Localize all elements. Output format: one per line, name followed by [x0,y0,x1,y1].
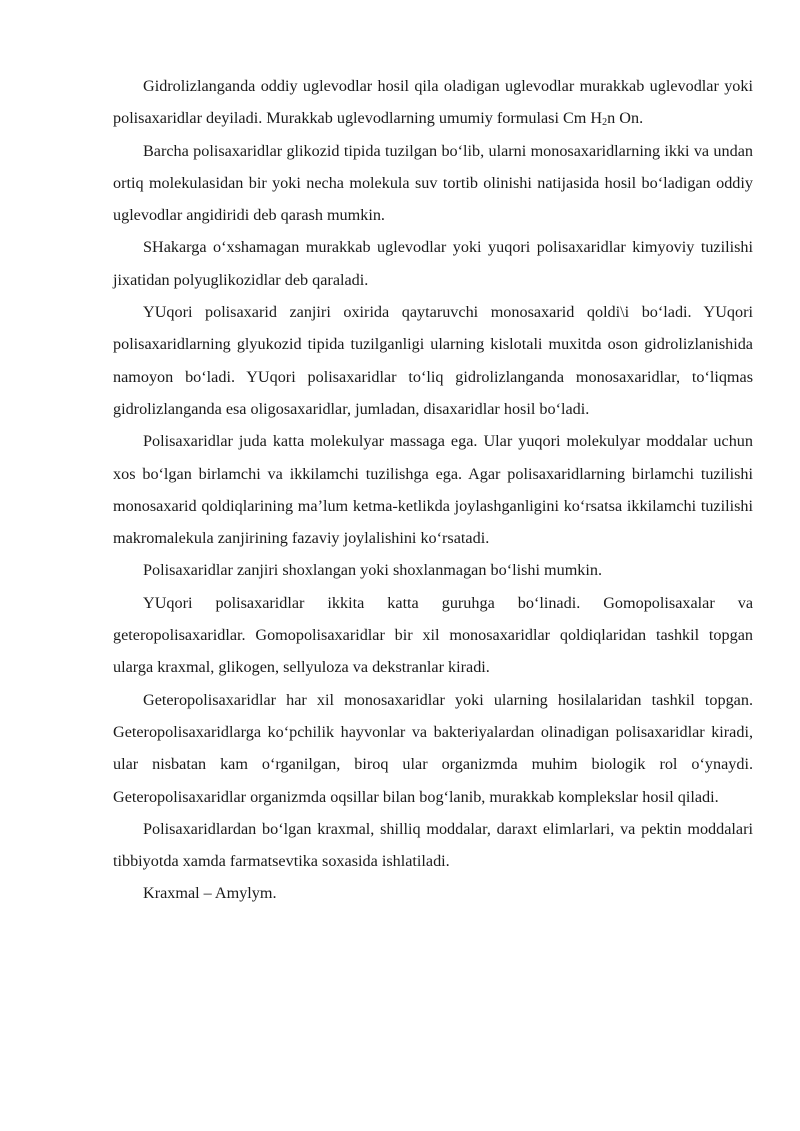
paragraph-homopolysaccharides: YUqori polisaxaridlar ikkita katta guruhga bo‘linadi. Gomopolisaxalar va geteropolisaxaridlar. Gomopolisaxaridlar bir xil monosaxaridlar qoldiqlaridan tashkil topgan ularga kraxmal, glikogen, sellyuloza va dekstranlar kiradi. [113,593,753,677]
paragraph-text-tail: n On. [607,109,644,128]
formula-subscript: 2 [602,117,608,129]
paragraph-starch-heading: Kraxmal – Amylym. [143,884,277,903]
paragraph-medical-use: Polisaxaridlardan bo‘lgan kraxmal, shilliq moddalar, daraxt elimlarlari, va pektin moddalari tibbiyotda xamda farmatsevtika soxasida ishlatiladi. [113,819,753,871]
paragraph-text: Gidrolizlanganda oddiy uglevodlar hosil qila oladigan uglevodlar murakkab uglevodlar yoki polisaxaridlar deyiladi. Murakkab uglevodlarning umumiy formulasi Cm H [113,77,753,128]
paragraph-glycoside-structure: Barcha polisaxaridlar glikozid tipida tuzilgan bo‘lib, ularni monosaxaridlarning ikki va undan ortiq molekulasidan bir yoki necha molekula suv tortib olinishi natijasida hosil bo‘ladigan oddiy uglevodlar angidiridi deb qarash mumkin. [113,141,753,225]
paragraph-molecular-structure: Polisaxaridlar juda katta molekulyar massaga ega. Ular yuqori molekulyar moddalar uchun xos bo‘lgan birlamchi va ikkilamchi tuzilishga ega. Agar polisaxaridlarning birlamchi tuzilishi monosaxarid qoldiqlarining ma’lum ketma-ketlikda joylashganligini ko‘rsatsa ikkilamchi tuzilishi makromalekula zanjirining fazaviy joylalishini ko‘rsatadi. [113,432,753,548]
document-page [113,70,753,910]
paragraph-heteropolysaccharides: Geteropolisaxaridlar har xil monosaxaridlar yoki ularning hosilalaridan tashkil topgan. Geteropolisaxaridlarga ko‘pchilik hayvonlar va bakteriyalardan olinadigan polisaxaridlar kiradi, ular nisbatan kam o‘rganilgan, biroq ular organizmda muhim biologik rol o‘ynaydi. Geteropolisaxaridlar organizmda oqsillar bilan bog‘lanib, murakkab komplekslar hosil qiladi. [113,690,753,806]
paragraph-hydrolysis: YUqori polisaxarid zanjiri oxirida qaytaruvchi monosaxarid qoldi\i bo‘ladi. YUqori polisaxaridlarning glyukozid tipida tuzilganligi ularning kislotali muxitda oson gidrolizlanishida namoyon bo‘ladi. YUqori polisaxaridlar to‘liq gidrolizlanganda monosaxaridlar, to‘liqmas gidrolizlanganda esa oligosaxaridlar, jumladan, disaxaridlar hosil bo‘ladi. [113,303,753,418]
paragraph-general-formula [113,70,753,135]
paragraph-branching: Polisaxaridlar zanjiri shoxlangan yoki shoxlanmagan bo‘lishi mumkin. [143,561,603,580]
paragraph-higher-polysaccharides: SHakarga o‘xshamagan murakkab uglevodlar yoki yuqori polisaxaridlar kimyoviy tuzilishi jixatidan polyuglikozidlar deb qaraladi. [113,238,753,289]
